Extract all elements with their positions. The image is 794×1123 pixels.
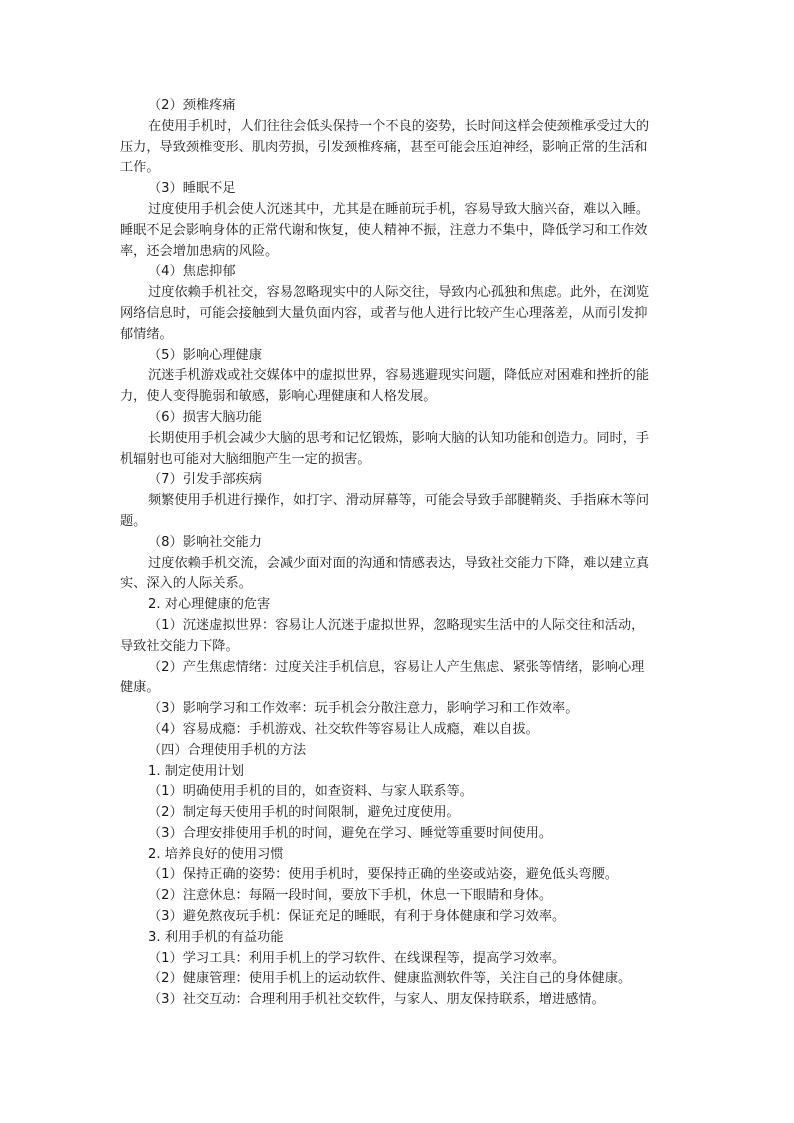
paragraph-line: 题。 (120, 513, 147, 529)
heading-anxiety-depression: （4）焦虑抑郁 (148, 264, 236, 280)
list-item: （1）沉迷虚拟世界：容易让人沉迷于虚拟世界，忽略现实生活中的人际交往和活动， (148, 617, 645, 633)
paragraph-line: 长期使用手机会减少大脑的思考和记忆锻炼，影响大脑的认知功能和创造力。同时，手 (148, 430, 650, 446)
paragraph-line: 力，使人变得脆弱和敏感，影响心理健康和人格发展。 (120, 389, 437, 405)
list-item: （2）注意休息：每隔一段时间，要放下手机，休息一下眼睛和身体。 (148, 888, 553, 904)
list-item: （3）避免熬夜玩手机：保证充足的睡眠，有利于身体健康和学习效率。 (148, 909, 566, 925)
heading-hand-disease: （7）引发手部疾病 (148, 472, 262, 488)
heading-psych-harm: 2. 对心理健康的危害 (148, 597, 271, 613)
paragraph-line: 沉迷手机游戏或社交媒体中的虚拟世界，容易逃避现实问题，降低应对困难和挫折的能 (148, 368, 650, 384)
heading-mental-health: （5）影响心理健康 (148, 347, 262, 363)
paragraph-line: 过度依赖手机社交，容易忽略现实中的人际交往，导致内心孤独和焦虑。此外，在浏览 (148, 285, 650, 301)
paragraph-line: 郁情绪。 (120, 326, 173, 342)
heading-social-ability: （8）影响社交能力 (148, 534, 262, 550)
paragraph-line: 机辐射也可能对大脑细胞产生一定的损害。 (120, 451, 371, 467)
heading-good-habits: 2. 培养良好的使用习惯 (148, 846, 284, 862)
paragraph-line: 在使用手机时，人们往往会低头保持一个不良的姿势，长时间这样会使颈椎承受过大的 (148, 118, 650, 134)
paragraph-line: 压力，导致颈椎变形、肌肉劳损，引发颈椎疼痛，甚至可能会压迫神经，影响正常的生活和 (120, 139, 648, 155)
list-item: （3）影响学习和工作效率：玩手机会分散注意力，影响学习和工作效率。 (148, 701, 579, 717)
paragraph-line: 过度依赖手机交流，会减少面对面的沟通和情感表达，导致社交能力下降，难以建立真 (148, 555, 650, 571)
heading-brain-function: （6）损害大脑功能 (148, 409, 262, 425)
heading-usage-plan: 1. 制定使用计划 (148, 763, 244, 779)
paragraph-line: 率，还会增加患病的风险。 (120, 243, 279, 259)
list-item-continued: 健康。 (120, 680, 160, 696)
paragraph-line: 过度使用手机会使人沉迷其中，尤其是在睡前玩手机，容易导致大脑兴奋，难以入睡。 (148, 201, 650, 217)
paragraph-line: 睡眠不足会影响身体的正常代谢和恢复，使人精神不振，注意力不集中，降低学习和工作效 (120, 222, 648, 238)
paragraph-line: 实、深入的人际关系。 (120, 576, 252, 592)
heading-useful-functions: 3. 利用手机的有益功能 (148, 929, 284, 945)
list-item: （3）社交互动：合理利用手机社交软件，与家人、朋友保持联系，增进感情。 (148, 992, 605, 1008)
heading-section-four: （四）合理使用手机的方法 (148, 742, 307, 758)
list-item: （2）制定每天使用手机的时间限制，避免过度使用。 (148, 805, 460, 821)
heading-neck-pain: （2）颈椎疼痛 (148, 98, 236, 113)
list-item: （1）保持正确的姿势：使用手机时，要保持正确的坐姿或站姿，避免低头弯腰。 (148, 867, 618, 883)
heading-sleep-deprivation: （3）睡眠不足 (148, 181, 236, 197)
paragraph-line: 网络信息时，可能会接触到大量负面内容，或者与他人进行比较产生心理落差，从而引发抑 (120, 305, 648, 321)
list-item: （3）合理安排使用手机的时间，避免在学习、睡觉等重要时间使用。 (148, 825, 553, 841)
paragraph-line: 工作。 (120, 160, 160, 176)
paragraph-line: 频繁使用手机进行操作，如打字、滑动屏幕等，可能会导致手部腱鞘炎、手指麻木等问 (148, 493, 650, 509)
list-item: （2）产生焦虑情绪：过度关注手机信息，容易让人产生焦虑、紧张等情绪，影响心理 (148, 659, 645, 675)
list-item: （4）容易成瘾：手机游戏、社交软件等容易让人成瘾，难以自拔。 (148, 721, 539, 737)
list-item: （1）学习工具：利用手机上的学习软件、在线课程等，提高学习效率。 (148, 950, 566, 966)
list-item: （2）健康管理：使用手机上的运动软件、健康监测软件等，关注自己的身体健康。 (148, 971, 632, 987)
list-item: （1）明确使用手机的目的，如查资料、与家人联系等。 (148, 784, 473, 800)
list-item-continued: 导致社交能力下降。 (120, 638, 239, 654)
document-page (120, 96, 678, 1011)
